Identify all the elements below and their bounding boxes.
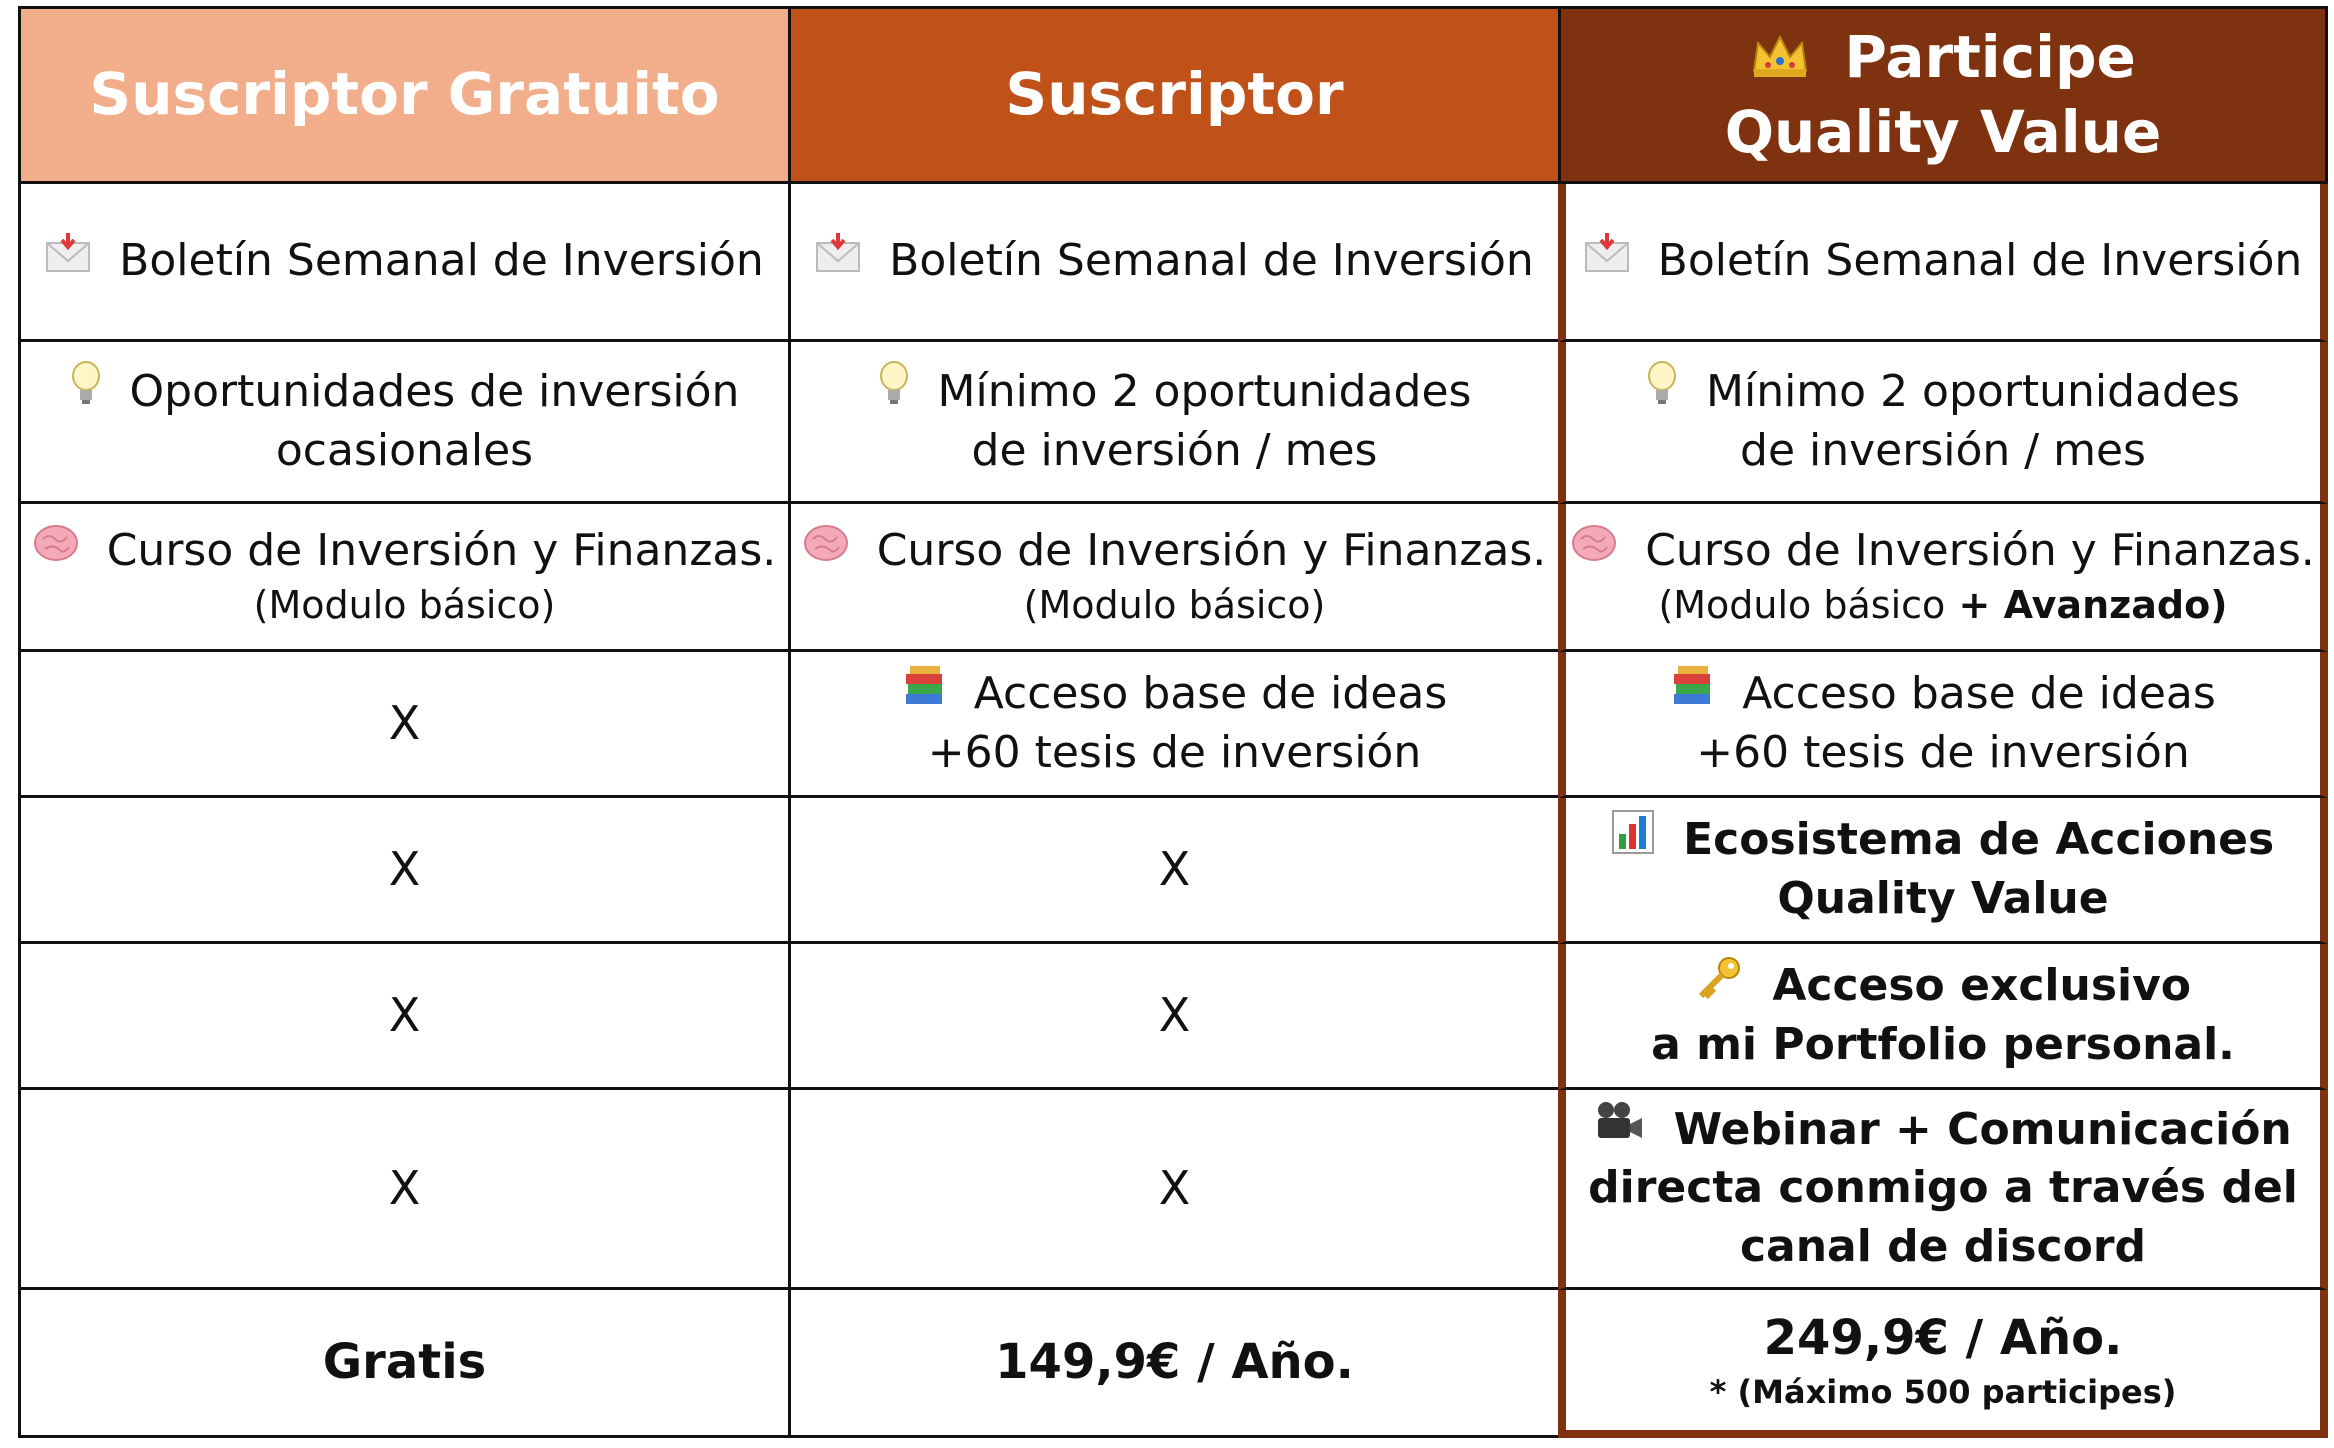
books-icon [1670,664,1714,708]
header-subscriber [788,6,1558,184]
cell-price-premium [1558,1290,2328,1438]
newsletter-label: Boletín Semanal de Inversión [119,235,764,287]
webinar-line3: canal de discord [1739,1220,2147,1272]
not-included-mark: X [388,1161,421,1216]
opportunities-line1: Mínimo 2 oportunidades [937,366,1472,418]
ideas-line1: Acceso base de ideas [973,668,1448,720]
webinar-line2: directa conmigo a través del [1588,1162,2298,1214]
price-free: Gratis [322,1333,487,1390]
cell-opportunities-premium [1558,342,2328,504]
cell-portfolio-sub [788,944,1558,1090]
crown-icon [1750,31,1810,79]
header-premium [1558,6,2328,184]
column-premium [1558,6,2328,1438]
brain-icon [33,523,79,563]
cell-newsletter-premium [1558,184,2328,342]
cell-webinar-premium [1558,1090,2328,1290]
cell-ideas-free [18,652,788,798]
course-advanced-label: + Avanzado) [1945,583,2228,628]
course-basic-label: (Modulo básico) [1023,583,1326,628]
not-included-mark: X [1158,1161,1191,1216]
lightbulb-icon [878,360,910,408]
header-premium-title-line1: Participe [1844,22,2136,91]
opportunities-line1: Oportunidades de inversión [129,366,740,418]
opportunities-line2: ocasionales [275,424,534,476]
brain-icon [1571,523,1617,563]
ecosystem-line1: Ecosistema de Acciones [1683,814,2275,866]
price-premium: 249,9€ / Año. [1763,1310,2123,1367]
portfolio-line1: Acceso exclusivo [1772,960,2191,1012]
course-label: Curso de Inversión y Finanzas. [106,525,777,577]
envelope-icon [45,231,91,275]
key-icon [1695,956,1743,1000]
opportunities-line2: de inversión / mes [1740,424,2146,476]
ideas-line1: Acceso base de ideas [1742,668,2216,720]
opportunities-line2: de inversión / mes [971,424,1378,476]
cell-newsletter-sub [788,184,1558,342]
header-free [18,6,788,184]
cell-price-sub [788,1290,1558,1438]
not-included-mark: X [388,988,421,1043]
course-label: Curso de Inversión y Finanzas. [1645,525,2315,577]
cell-price-free [18,1290,788,1438]
cell-opportunities-free [18,342,788,504]
cell-ecosystem-sub [788,798,1558,944]
not-included-mark: X [1158,988,1191,1043]
lightbulb-icon [70,360,102,408]
pricing-table [18,6,2318,1438]
cell-newsletter-free [18,184,788,342]
column-free [18,6,788,1438]
course-label: Curso de Inversión y Finanzas. [876,525,1547,577]
cell-portfolio-premium [1558,944,2328,1090]
price-subscriber: 149,9€ / Año. [995,1333,1354,1390]
newsletter-label: Boletín Semanal de Inversión [889,235,1534,287]
envelope-icon [1584,231,1630,275]
newsletter-label: Boletín Semanal de Inversión [1657,235,2303,287]
column-subscriber [788,6,1558,1438]
not-included-mark: X [388,696,421,751]
course-basic-label: (Modulo básico [1658,583,1946,628]
cell-ecosystem-premium [1558,798,2328,944]
header-subscriber-title: Suscriptor [1005,60,1344,129]
ideas-line2: +60 tesis de inversión [1696,726,2190,778]
header-free-title: Suscriptor Gratuito [89,60,720,129]
cell-ecosystem-free [18,798,788,944]
course-basic-label: (Modulo básico) [253,583,556,628]
opportunities-line1: Mínimo 2 oportunidades [1706,366,2240,418]
cell-ideas-premium [1558,652,2328,798]
webinar-line1: Webinar + Comunicación [1673,1104,2292,1156]
lightbulb-icon [1646,360,1678,408]
not-included-mark: X [388,842,421,897]
cell-course-sub [788,504,1558,652]
cell-webinar-free [18,1090,788,1290]
books-icon [902,664,946,708]
ecosystem-line2: Quality Value [1777,872,2109,924]
cell-course-free [18,504,788,652]
cell-webinar-sub [788,1090,1558,1290]
portfolio-line2: a mi Portfolio personal. [1651,1018,2235,1070]
cell-opportunities-sub [788,342,1558,504]
bar-chart-icon [1612,810,1654,854]
camera-icon [1594,1100,1644,1144]
cell-portfolio-free [18,944,788,1090]
envelope-icon [815,231,861,275]
not-included-mark: X [1158,842,1191,897]
cell-course-premium [1558,504,2328,652]
ideas-line2: +60 tesis de inversión [927,726,1422,778]
header-premium-title-line2: Quality Value [1724,98,2162,166]
price-premium-note: * (Máximo 500 participes) [1709,1372,2177,1411]
cell-ideas-sub [788,652,1558,798]
brain-icon [803,523,849,563]
